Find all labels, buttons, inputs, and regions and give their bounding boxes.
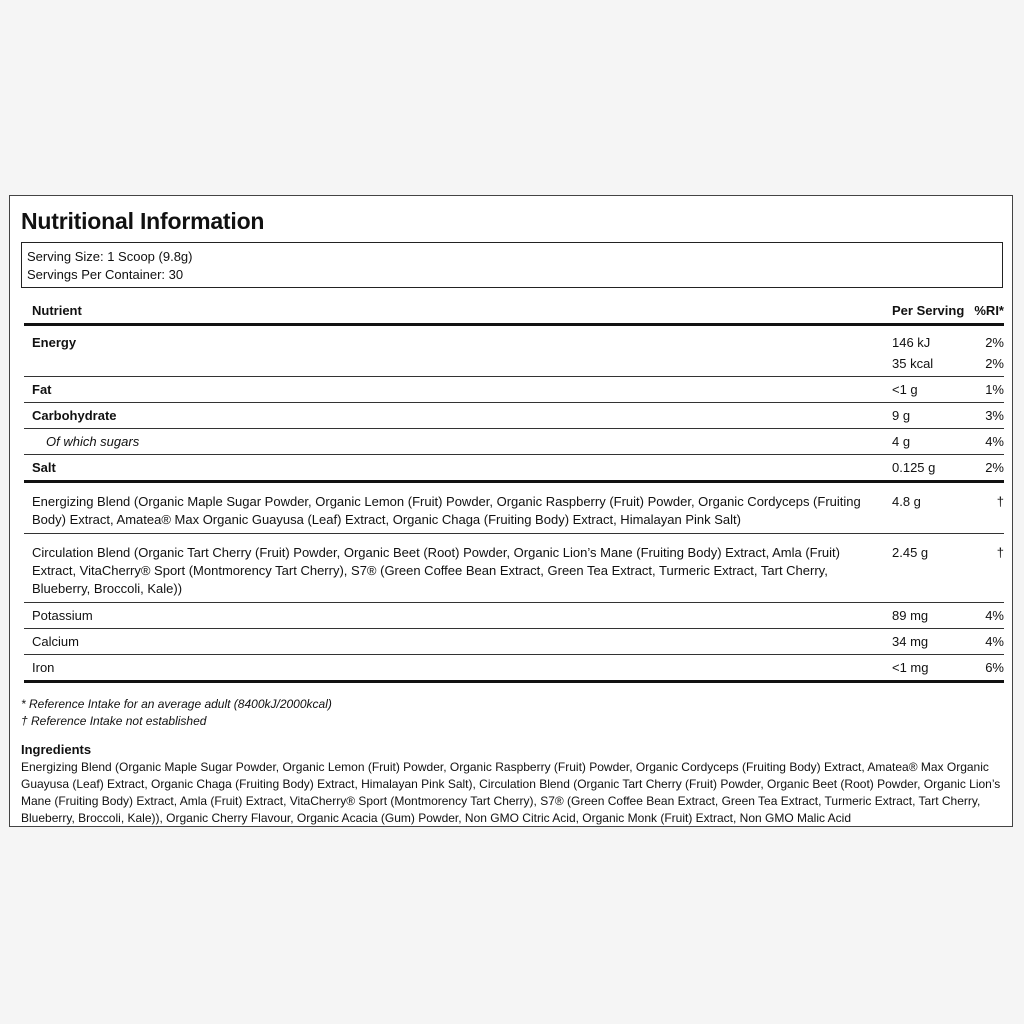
fat-ri: 1%	[966, 377, 1004, 403]
table-header-row	[24, 298, 1004, 325]
iron-ri: 6%	[966, 655, 1004, 682]
footnote-dagger: † Reference Intake not established	[21, 714, 207, 728]
table-row-sugars	[24, 429, 1004, 455]
header-ri: %RI*	[974, 303, 1004, 318]
table-row-circulation-blend	[24, 534, 1004, 603]
salt-value: 0.125 g	[884, 455, 966, 482]
table-row-calcium	[24, 629, 1004, 655]
table-row-energy-kcal	[24, 351, 1004, 377]
table-row-fat	[24, 377, 1004, 403]
header-nutrient: Nutrient	[32, 303, 82, 318]
circulation-blend-ri: †	[966, 534, 1004, 603]
nutrient-iron: Iron	[24, 655, 884, 682]
nutrient-sugars: Of which sugars	[24, 429, 884, 455]
iron-value: <1 mg	[884, 655, 966, 682]
nutrient-energizing-blend: Energizing Blend (Organic Maple Sugar Powder, Organic Lemon (Fruit) Powder, Organic Raspberry (Fruit) Powder, Organic Cordyceps (Fruiting Body) Extract, Amatea® Max Organic Guayusa (Leaf) Extract, Organic Chaga (Fruiting Body) Extract, Himalayan Pink Salt)	[24, 482, 884, 534]
ingredients-title: Ingredients	[21, 742, 92, 757]
fat-value: <1 g	[884, 377, 966, 403]
sugars-ri: 4%	[966, 429, 1004, 455]
carbohydrate-ri: 3%	[966, 403, 1004, 429]
salt-ri: 2%	[966, 455, 1004, 482]
circulation-blend-value: 2.45 g	[884, 534, 966, 603]
potassium-ri: 4%	[966, 603, 1004, 629]
ingredients-text: Energizing Blend (Organic Maple Sugar Powder, Organic Lemon (Fruit) Powder, Organic Raspberry (Fruit) Powder, Organic Cordyceps (Fruiting Body) Extract, Amatea® Max Organic Guayusa (Leaf) Extract, Organic Chaga (Fruiting Body) Extract, Himalayan Pink Salt), Circulation Blend (Organic Tart Cherry (Fruit) Powder, Organic Beet (Root) Powder, Organic Lion’s Mane (Fruiting Body) Extract, Amla (Fruit) Extract, VitaCherry® Sport (Montmorency Tart Cherry), S7® (Green Coffee Bean Extract, Green Tea Extract, Turmeric Extract, Tart Cherry, Blueberry, Broccoli, Kale)), Organic Cherry Flavour, Organic Acacia (Gum) Powder, Non GMO Citric Acid, Organic Monk (Fruit) Extract, Non GMO Malic Acid	[21, 760, 1001, 825]
calcium-value: 34 mg	[884, 629, 966, 655]
nutrient-carbohydrate: Carbohydrate	[24, 403, 884, 429]
potassium-value: 89 mg	[884, 603, 966, 629]
energy-kcal-value: 35 kcal	[884, 351, 966, 377]
sugars-value: 4 g	[884, 429, 966, 455]
nutrient-salt: Salt	[24, 455, 884, 482]
table-row-carbohydrate	[24, 403, 1004, 429]
servings-per-container: Servings Per Container: 30	[27, 267, 184, 282]
calcium-ri: 4%	[966, 629, 1004, 655]
nutrition-table	[24, 298, 1004, 683]
energy-kj-ri: 2%	[985, 335, 1004, 350]
footnote-ri: * Reference Intake for an average adult (8400kJ/2000kcal)	[21, 697, 332, 711]
serving-size: Serving Size: 1 Scoop (9.8g)	[27, 249, 193, 264]
nutrient-potassium: Potassium	[24, 603, 884, 629]
energizing-blend-ri: †	[966, 482, 1004, 534]
serving-info-box	[21, 242, 1003, 288]
footnotes	[21, 696, 1002, 730]
header-per-serving: Per Serving	[892, 303, 965, 318]
nutrition-panel	[9, 195, 1013, 827]
energy-kcal-ri: 2%	[966, 351, 1004, 377]
energy-kj-value: 146 kJ	[892, 335, 931, 350]
nutrient-calcium: Calcium	[24, 629, 884, 655]
nutrient-fat: Fat	[24, 377, 884, 403]
table-row-potassium	[24, 603, 1004, 629]
carbohydrate-value: 9 g	[884, 403, 966, 429]
energizing-blend-value: 4.8 g	[884, 482, 966, 534]
table-row-energizing-blend	[24, 482, 1004, 534]
page-title: Nutritional Information	[21, 208, 265, 234]
table-row-iron	[24, 655, 1004, 682]
nutrient-circulation-blend: Circulation Blend (Organic Tart Cherry (Fruit) Powder, Organic Beet (Root) Powder, Organic Lion’s Mane (Fruiting Body) Extract, Amla (Fruit) Extract, VitaCherry® Sport (Montmorency Tart Cherry), S7® (Green Coffee Bean Extract, Green Tea Extract, Turmeric Extract, Tart Cherry, Blueberry, Broccoli, Kale))	[24, 534, 884, 603]
table-row-salt	[24, 455, 1004, 482]
table-row-energy-kj	[24, 325, 1004, 352]
nutrient-energy: Energy	[32, 335, 77, 350]
